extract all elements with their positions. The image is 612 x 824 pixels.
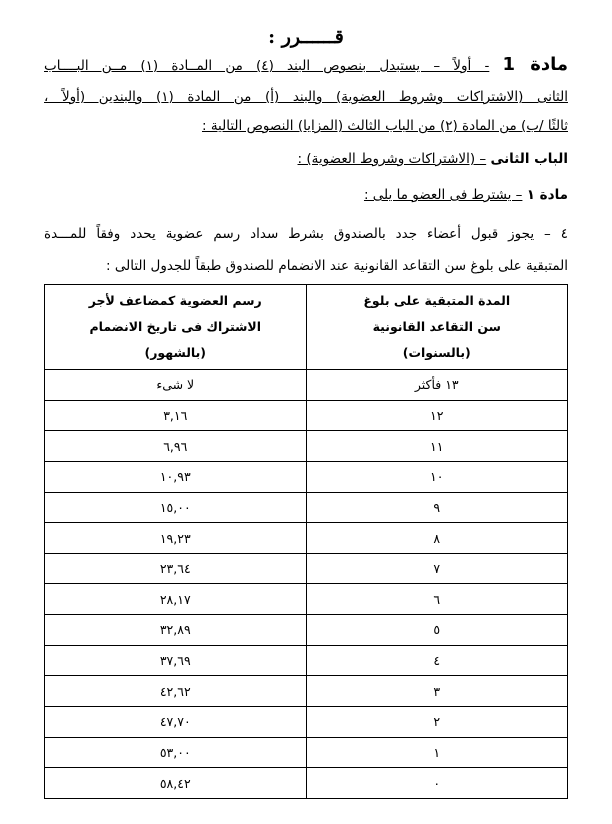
cell-years: ٣ [306, 676, 568, 707]
article-1-label: مادة 1 [502, 54, 568, 75]
cell-years: ١ [306, 737, 568, 768]
cell-years: ٢ [306, 707, 568, 738]
intro-line-3: ثالثًا /ب) من المادة (٢) من الباب الثالث (المزايا) النصوص التالية : [201, 118, 568, 134]
table-header-row [45, 285, 568, 370]
membership-fee-table [44, 284, 568, 799]
cell-fee: ١٥,٠٠ [45, 492, 307, 523]
section-heading-label: الباب الثانى [490, 151, 568, 167]
cell-fee: ٣٢,٨٩ [45, 615, 307, 646]
membership-fee-table-wrapper [44, 284, 568, 799]
cell-fee: ٤٢,٦٢ [45, 676, 307, 707]
cell-years: ٥ [306, 615, 568, 646]
table-row [45, 645, 568, 676]
header-membership-fee: رسم العضوية كمضاعف لأجر الاشتراك فى تاريخ الانضمام (بالشهور) [45, 285, 307, 370]
section-heading-text: – (الاشتراكات وشروط العضوية) : [297, 151, 487, 167]
cell-fee: ٤٧,٧٠ [45, 707, 307, 738]
clause-line-1: ٤ – يجوز قبول أعضاء جدد بالصندوق بشرط سداد رسم عضوية يحدد وفقاً للمـــدة [44, 226, 568, 242]
cell-fee: ١٩,٢٣ [45, 523, 307, 554]
cell-years: ١٠ [306, 461, 568, 492]
table-row [45, 492, 568, 523]
cell-fee: ١٠,٩٣ [45, 461, 307, 492]
cell-fee: ٢٣,٦٤ [45, 553, 307, 584]
cell-years: ٠ [306, 768, 568, 799]
article-heading-label: مادة ١ [526, 187, 568, 203]
cell-years: ١٢ [306, 400, 568, 431]
decision-title: قــــــرر : [268, 26, 344, 48]
cell-fee: ٥٨,٤٢ [45, 768, 307, 799]
intro-line-1 [44, 55, 568, 76]
table-row [45, 461, 568, 492]
article-heading [44, 185, 568, 205]
cell-fee: ٦,٩٦ [45, 431, 307, 462]
table-row [45, 584, 568, 615]
clause-line-2: المتبقية على بلوغ سن التقاعد القانونية عند الانضمام للصندوق طبقاً للجدول التالى : [106, 258, 568, 274]
cell-years: ٦ [306, 584, 568, 615]
cell-fee: ٢٨,١٧ [45, 584, 307, 615]
table-row [45, 707, 568, 738]
cell-fee: ٣,١٦ [45, 400, 307, 431]
table-row [45, 615, 568, 646]
table-row [45, 370, 568, 401]
cell-years: ٩ [306, 492, 568, 523]
cell-fee: ٣٧,٦٩ [45, 645, 307, 676]
intro-line-1-text: - أولاً – يستبدل بنصوص البند (٤) من المــادة (١) مــن البــــاب [44, 58, 490, 74]
cell-years: ٤ [306, 645, 568, 676]
header-remaining-years: المدة المتبقية على بلوغ سن التقاعد القانونية (بالسنوات) [306, 285, 568, 370]
intro-line-2: الثانى (الاشتراكات وشروط العضوية) والبند (أ) من المادة (١) والبندين (أولاً ، [44, 89, 568, 105]
cell-fee: ٥٣,٠٠ [45, 737, 307, 768]
article-heading-text: – يشترط فى العضو ما يلى : [363, 187, 523, 203]
cell-years: ١١ [306, 431, 568, 462]
table-row [45, 676, 568, 707]
table-row [45, 523, 568, 554]
table-row [45, 737, 568, 768]
cell-years: ١٣ فأكثر [306, 370, 568, 401]
section-heading [44, 149, 568, 169]
cell-years: ٨ [306, 523, 568, 554]
table-row [45, 553, 568, 584]
table-row [45, 400, 568, 431]
table-row [45, 768, 568, 799]
table-row [45, 431, 568, 462]
cell-fee: لا شىء [45, 370, 307, 401]
cell-years: ٧ [306, 553, 568, 584]
